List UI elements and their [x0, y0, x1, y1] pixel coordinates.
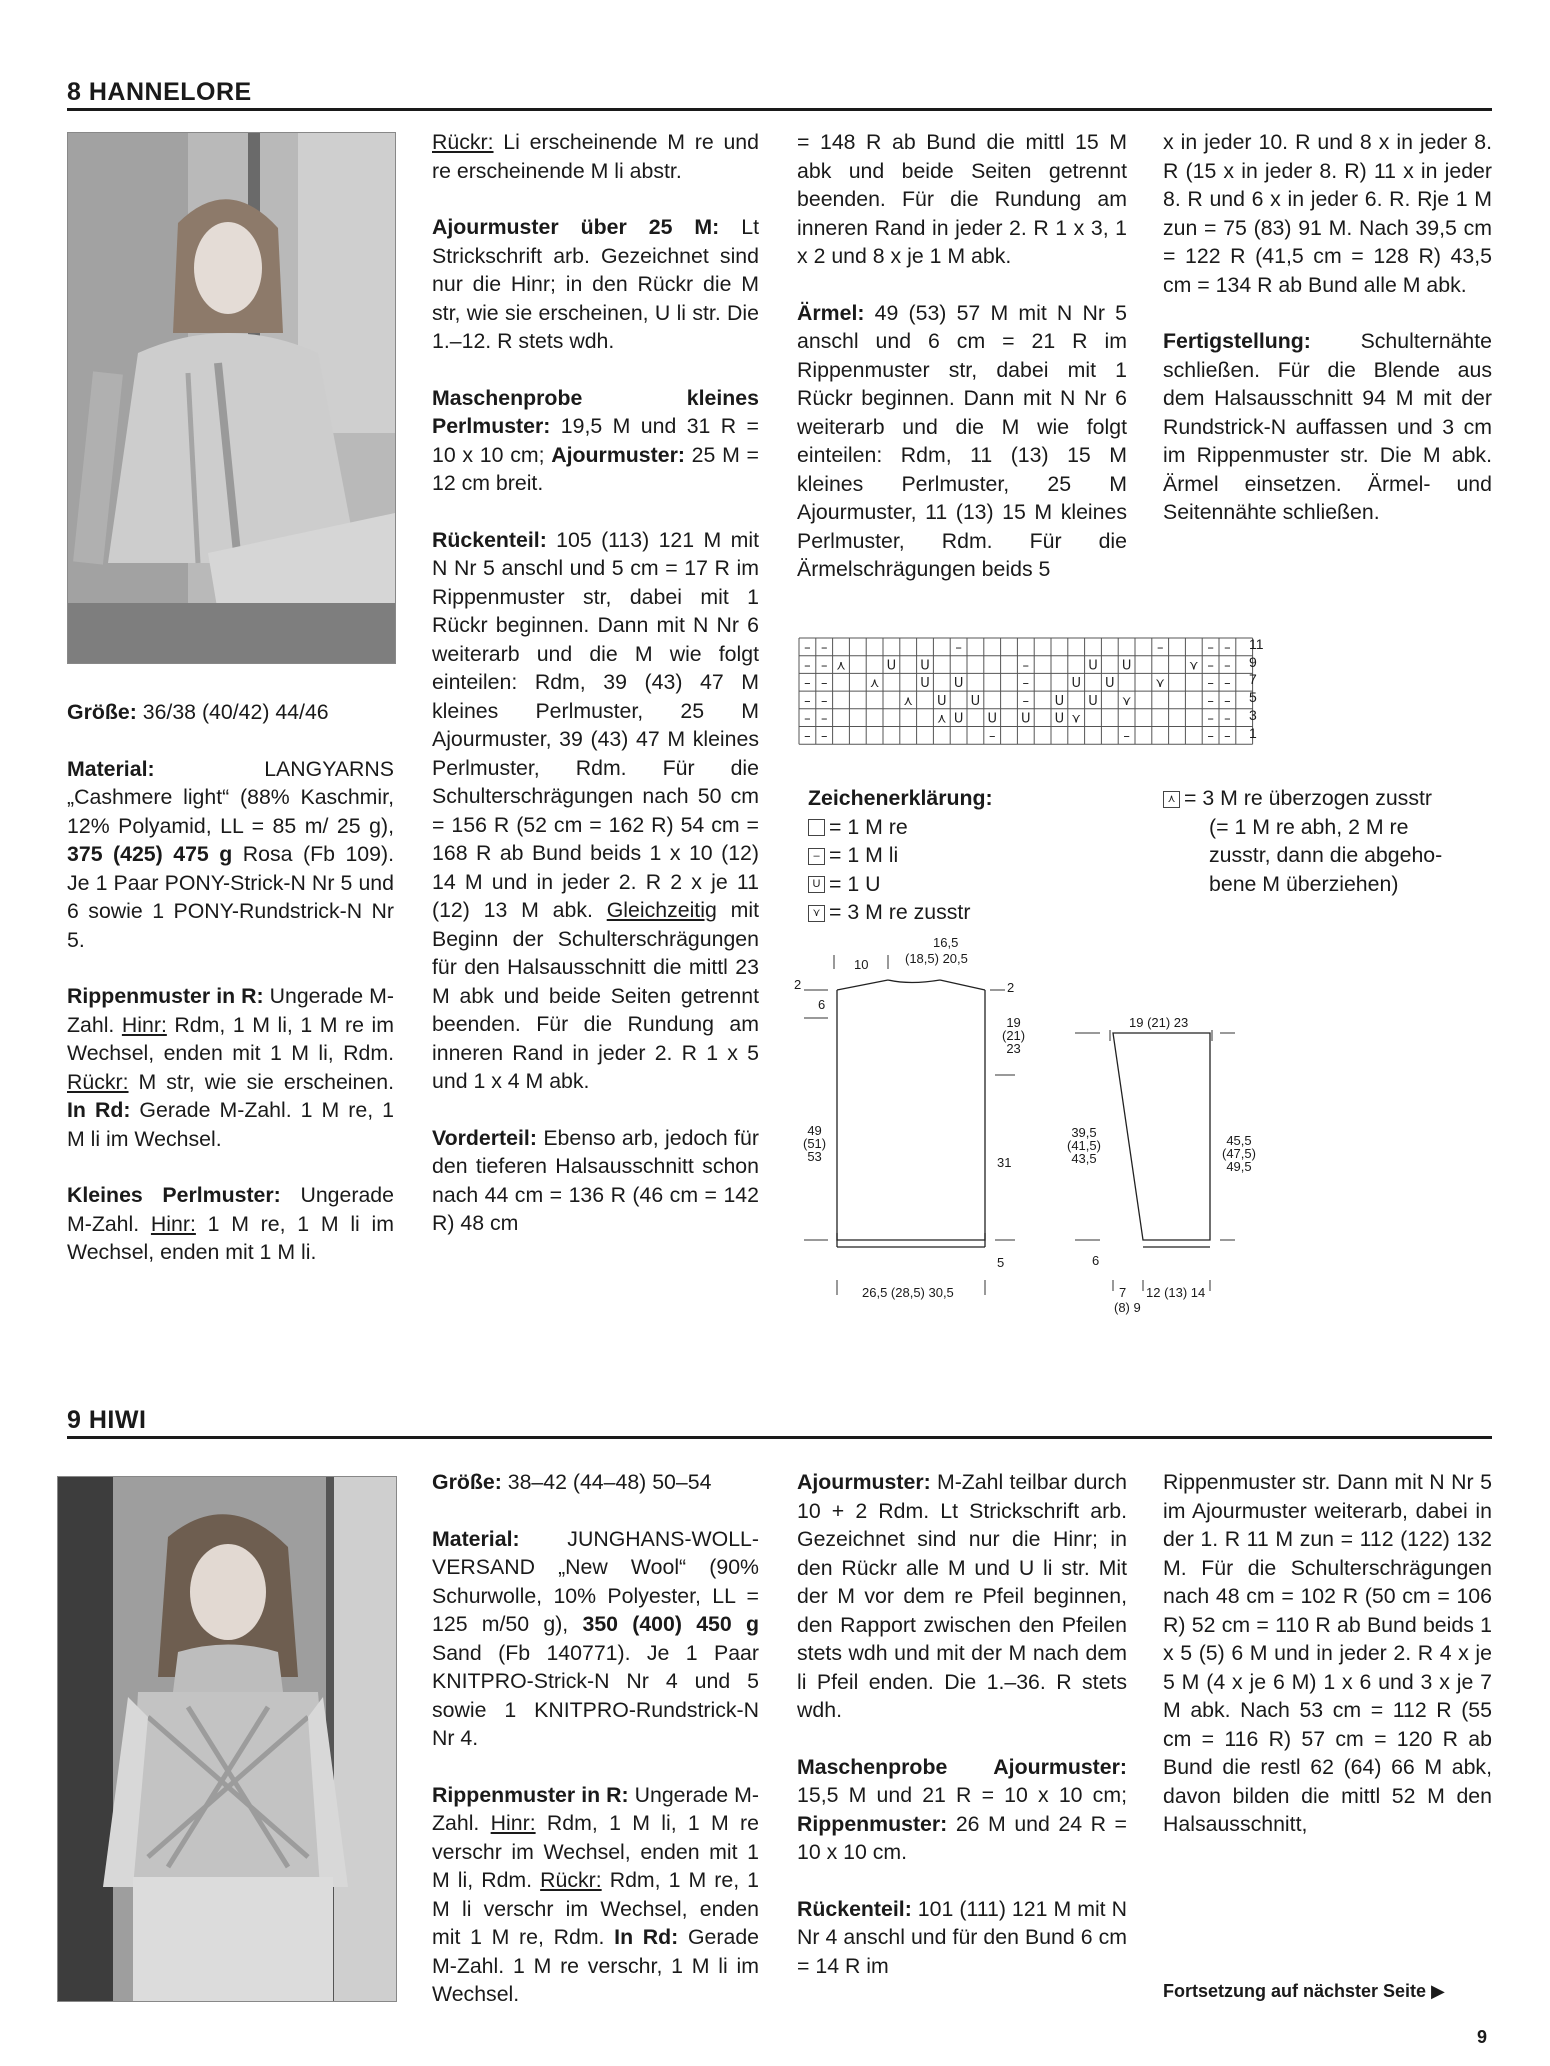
finishing-paragraph: Fertigstellung: Schulternähte schließen. Für die Blende aus dem Halsausschnitt 94 M mit der Rundstrick-N auffassen und 3 cm im Rippenmuster str. Die M abk. Ärmel einsetzen. Ärmel- und Seitennähte schließen. [1163, 329, 1492, 524]
chart-stitch-symbol: – [955, 640, 962, 656]
legend-item: – = 1 M li [808, 841, 993, 870]
hiwi-column-3 [797, 1468, 1127, 2008]
neck-width-label: (18,5) 20,5 [905, 951, 968, 966]
chart-stitch-symbol: U [920, 658, 930, 674]
chart-stitch-symbol: U [987, 711, 997, 727]
chart-row-label: 1 [1249, 724, 1257, 741]
chart-stitch-symbol: U [1088, 693, 1098, 709]
hannelore-column-1 [67, 698, 394, 1295]
section-rule [67, 108, 1492, 111]
chart-stitch-symbol: U [970, 693, 981, 709]
legend-line: zusstr, dann die abgeho- [1209, 843, 1443, 867]
legend-item: ⋎ = 3 M re zusstr [808, 898, 993, 927]
k3tog-symbol-icon: ⋎ [808, 905, 825, 922]
chart-stitch-symbol: ⋏ [836, 658, 846, 674]
lace-pattern-paragraph: Ajourmuster: M-Zahl teilbar durch 10 + 2 Rdm. Lt Strickschrift arb. Gezeichnet sind nur die Hinr; in den Rückr alle M und U li str. Mit der M vor dem re Pfeil beginnen, den Rapport zwischen den Pfeilen stets wdh und mit der M nach dem li Pfeil enden. Die 1.–36. R stets wdh. [797, 1470, 1127, 1722]
lace-chart-grid [797, 636, 1257, 746]
dimension-label: 6 [818, 997, 826, 1012]
chart-stitch-symbol: U [886, 658, 897, 674]
dimension-label: 2 [794, 977, 802, 992]
chart-stitch-symbol: – [820, 640, 828, 656]
chart-stitch-symbol: – [1207, 640, 1214, 656]
chart-stitch-symbol: ⋎ [1071, 711, 1081, 727]
sleeve-top-label: 19 (21) 23 [1129, 1015, 1189, 1030]
chart-stitch-symbol: – [804, 640, 811, 656]
neck-width-label: 16,5 [933, 935, 959, 950]
dimension-label: 2 [1007, 980, 1015, 995]
legend-line: bene M überziehen) [1209, 871, 1399, 896]
chart-stitch-symbol: – [1022, 658, 1030, 674]
chart-stitch-symbol: – [1207, 693, 1214, 709]
section-title-hannelore: 8 HANNELORE [67, 78, 252, 106]
side-length-label: 31 [997, 1155, 1012, 1170]
sleeve-length-label: 39,5 (41,5) 43,5 [1067, 1125, 1101, 1166]
chart-stitch-symbol: ⋎ [1121, 693, 1132, 709]
hiwi-column-2 [432, 1468, 759, 2037]
chart-stitch-symbol: U [953, 711, 964, 727]
chart-stitch-symbol: – [1207, 658, 1214, 674]
chart-stitch-symbol: – [1224, 640, 1231, 656]
rib-pattern-paragraph: Rippenmuster in R: Ungerade M-Zahl. Hinr: Rdm, 1 M li, 1 M re im Wechsel, enden mit 1 M li, Rdm. Rückr: M str, wie sie erscheinen. In Rd: Gerade M-Zahl. 1 M re, 1 M li im Wechsel. [67, 984, 394, 1151]
chart-stitch-symbol: – [820, 711, 828, 727]
rib-pattern-paragraph: Rippenmuster in R: Ungerade M-Zahl. Hinr: Rdm, 1 M li, 1 M re verschr im Wechsel, enden mit 1 M li, Rdm. Rückr: Rdm, 1 M re, 1 M li verschr im Wechsel, enden mit 1 M re, Rdm. In Rd: Gerade M-Zahl. 1 M re verschr, 1 M li im Wechsel. [432, 1782, 760, 2006]
hiwi-photo [57, 1476, 397, 2002]
chart-stitch-symbol: U [1071, 676, 1081, 692]
chart-stitch-symbol: ⋎ [1189, 658, 1199, 674]
section-rule [67, 1436, 1492, 1439]
rib-height-label: 5 [997, 1255, 1005, 1270]
gauge-paragraph: Maschenprobe Ajourmuster: 15,5 M und 21 R = 10 x 10 cm; Rippenmuster: 26 M und 24 R = 10 x 10 cm. [797, 1754, 1127, 1864]
chart-stitch-symbol: U [1021, 711, 1031, 727]
chart-stitch-symbol: – [1022, 693, 1030, 709]
sleeve-paragraph: Ärmel: 49 (53) 57 M mit N Nr 5 anschl und 6 cm = 21 R im Rippenmuster str, dabei mit 1 Rückr beginnen. Dann mit N Nr 6 weiterarb und die M wie folgt einteilen: Rdm, 11 (13) 15 M kleines Perlmuster, 25 M Ajourmuster, 11 (13) 15 M kleines Perlmuster, Rdm. Für die Ärmelschrägungen beids 5 [797, 300, 1127, 581]
chart-row-label: 5 [1249, 689, 1257, 706]
chart-stitch-symbol: U [1105, 676, 1115, 692]
legend-item: U = 1 U [808, 870, 993, 899]
lace-stitch-chart [797, 636, 1264, 746]
hannelore-column-4 [1163, 128, 1492, 555]
chart-stitch-symbol: ⋏ [903, 693, 913, 709]
chart-stitch-symbol: – [1224, 711, 1231, 727]
chart-stitch-symbol: – [804, 676, 811, 692]
chart-stitch-symbol: – [1224, 729, 1231, 745]
legend-title: Zeichenerklärung: [808, 786, 993, 810]
width-label: 26,5 (28,5) 30,5 [862, 1285, 954, 1300]
chart-stitch-symbol: – [804, 711, 811, 727]
cuff-label: 7 [1119, 1285, 1127, 1300]
chart-stitch-symbol: – [820, 676, 828, 692]
chart-legend [808, 784, 993, 927]
chart-stitch-symbol: ⋎ [1155, 676, 1165, 692]
front-continued-paragraph: = 148 R ab Bund die mittl 15 M abk und beide Seiten getrennt beenden. Für die Rundung am inneren Rand in jeder 2. R 1 x 3, 1 x 2 und 8 x je 1 M abk. [797, 130, 1127, 268]
chart-stitch-symbol: – [1224, 693, 1231, 709]
chart-stitch-symbol: – [804, 729, 811, 745]
chart-stitch-symbol: – [804, 693, 811, 709]
chart-stitch-symbol: ⋏ [869, 676, 880, 692]
yarn-over-symbol-icon: U [808, 876, 825, 893]
length-label: 49 (51) 53 [803, 1123, 827, 1164]
chart-stitch-symbol: U [953, 676, 964, 692]
seed-stitch-paragraph: Kleines Perlmuster: Ungerade M-Zahl. Hinr: 1 M re, 1 M li im Wechsel, enden mit 1 M li. [67, 1183, 394, 1264]
chart-legend-right [1163, 784, 1442, 898]
chart-stitch-symbol: U [1121, 658, 1132, 674]
chart-stitch-symbol: – [1022, 676, 1030, 692]
chart-stitch-symbol: – [1123, 729, 1130, 745]
chart-stitch-symbol: – [1207, 676, 1214, 692]
size-paragraph: Größe: 36/38 (40/42) 44/46 [67, 700, 329, 724]
material-paragraph: Material: LANGYARNS „Cashmere light“ (88% Kaschmir, 12% Polyamid, LL = 85 m/ 25 g), 375 (425) 475 g Rosa (Fb 109). Je 1 Paar PONY-Strick-N Nr 5 und 6 sowie 1 PONY-Rundstrick-N Nr 5. [67, 756, 394, 952]
chart-stitch-symbol: U [1054, 693, 1065, 709]
size-paragraph: Größe: 38–42 (44–48) 50–54 [432, 1470, 712, 1494]
chart-stitch-symbol: – [820, 658, 828, 674]
chart-stitch-symbol: – [1224, 658, 1231, 674]
body-schematic [790, 935, 1050, 1310]
purl-symbol-icon: – [808, 848, 825, 865]
legend-item: = 1 M re [808, 813, 993, 842]
gauge-paragraph: Maschenprobe kleines Perlmuster: 19,5 M und 31 R = 10 x 10 cm; Ajourmuster: 25 M = 12 cm breit. [432, 385, 759, 495]
chart-row-label: 7 [1249, 671, 1257, 688]
chart-stitch-symbol: U [920, 676, 930, 692]
legend-item: ⋏ = 3 M re überzogen zusstr [1163, 784, 1442, 813]
cuff-label: (8) 9 [1114, 1300, 1141, 1315]
shoulder-label: 10 [854, 957, 869, 972]
lace-pattern-paragraph: Ajourmuster über 25 M: Lt Strickschrift arb. Gezeichnet sind nur die Hinr; in den Rückr die M str, wie sie erscheinen, U li str. Die 1.–12. R stets wdh. [432, 215, 759, 353]
chart-stitch-symbol: – [1207, 711, 1214, 727]
chart-stitch-symbol: – [820, 729, 828, 745]
cuff-width-label: 12 (13) 14 [1146, 1285, 1206, 1300]
material-paragraph: Material: JUNGHANS-WOLL-VERSAND „New Wool“ (90% Schurwolle, 10% Polyester, LL = 125 m/50 g), 350 (400) 450 g Sand (Fb 140771). Je 1 Paar KNITPRO-Strick-N Nr 4 und 5 sowie 1 KNITPRO-Rundstrick-N Nr 4. [432, 1526, 759, 1750]
front-paragraph: Vorderteil: Ebenso arb, jedoch für den tieferen Halsausschnitt schon nach 44 cm = 136 R (46 cm = 142 R) 48 cm [432, 1125, 759, 1235]
knit-symbol-icon [808, 819, 825, 836]
chart-stitch-symbol: U [1054, 711, 1065, 727]
chart-row-label: 9 [1249, 653, 1257, 670]
chart-stitch-symbol: – [804, 658, 811, 674]
continued-note: Fortsetzung auf nächster Seite ▶ [1163, 1981, 1445, 2001]
wrong-side-paragraph: Rückr: Li erscheinende M re und re erscheinende M li abstr. [432, 130, 759, 183]
hannelore-photo [67, 132, 396, 664]
cuff-height-label: 6 [1092, 1253, 1100, 1268]
sleeve-schematic [1050, 985, 1280, 1320]
page-number: 9 [1477, 2027, 1488, 2047]
chart-stitch-symbol: – [820, 693, 828, 709]
chart-stitch-symbol: U [1088, 658, 1098, 674]
hannelore-column-3 [797, 128, 1127, 612]
chart-stitch-symbol: – [1156, 640, 1164, 656]
armhole-label: 19 (21) 23 [1002, 1015, 1026, 1056]
section-title-hiwi: 9 HIWI [67, 1406, 147, 1434]
back-continued-paragraph: Rippenmuster str. Dann mit N Nr 5 im Ajourmuster weiterarb, dabei in der 1. R 11 M zun = 112 (122) 132 M. Für die Schulterschrägungen nach 48 cm = 102 R (50 cm = 106 R) 52 cm = 110 R ab Bund beids 1 x 5 (5) 6 M und in jeder 2. R 4 x je 5 M (4 x je 6 M) 1 x 6 und 3 x je 7 M abk. Nach 53 cm = 112 R (55 cm = 116 R) 57 cm = 120 R ab Bund die restl 62 (64) 66 M abk, davon bilden die mittl 52 M den Halsausschnitt, [1163, 1470, 1492, 1836]
back-paragraph: Rückenteil: 101 (111) 121 M mit N Nr 4 anschl und für den Bund 6 cm = 14 R im [797, 1896, 1127, 1978]
chart-stitch-symbol: – [1224, 676, 1231, 692]
legend-line: (= 1 M re abh, 2 M re [1209, 814, 1409, 839]
chart-stitch-symbol: – [1207, 729, 1214, 745]
chart-stitch-symbol: – [988, 729, 996, 745]
chart-stitch-symbol: U [937, 693, 947, 709]
chart-row-label: 3 [1249, 706, 1257, 723]
back-paragraph: Rückenteil: 105 (113) 121 M mit N Nr 5 anschl und 5 cm = 17 R im Rippenmuster str, dabei mit 1 Rückr beginnen. Dann mit N Nr 6 weiterarb und die M wie folgt einteilen: Rdm, 39 (43) 47 M kleines Perlmuster, 25 M Ajourmuster, 39 (43) 47 M kleines Perlmuster, Rdm. Für die Schulterschrägungen nach 50 cm = 156 R (52 cm = 162 R) 54 cm = 168 R ab Bund beids 1 x 10 (12) 14 M und in jeder 2. R 2 x je 11 (12) 13 M abk. Gleichzeitig mit Beginn der Schulterschrägungen für den Halsausschnitt die mittl 23 M abk und beide Seiten getrennt beenden. Für die Rundung am inneren Rand in jeder 2. R 1 x 5 und 1 x 4 M abk. [432, 527, 759, 1093]
hiwi-column-4 [1163, 1468, 1492, 1867]
sleeve-length-label: 45,5 (47,5) 49,5 [1222, 1133, 1256, 1174]
chart-row-label: 11 [1249, 636, 1264, 652]
chart-stitch-symbol: ⋏ [937, 711, 947, 727]
sleeve-continued-paragraph: x in jeder 10. R und 8 x in jeder 8. R (15 x in jeder 8. R) 11 x in jeder 8. R und 6 x in jeder 6. R. Rje 1 M zun = 75 (83) 91 M. Nach 39,5 cm = 122 R (41,5 cm = 128 R) 43,5 cm = 134 R ab Bund alle M abk. [1163, 130, 1492, 297]
sk2p-symbol-icon: ⋏ [1163, 791, 1180, 808]
hannelore-column-2 [432, 128, 759, 1266]
